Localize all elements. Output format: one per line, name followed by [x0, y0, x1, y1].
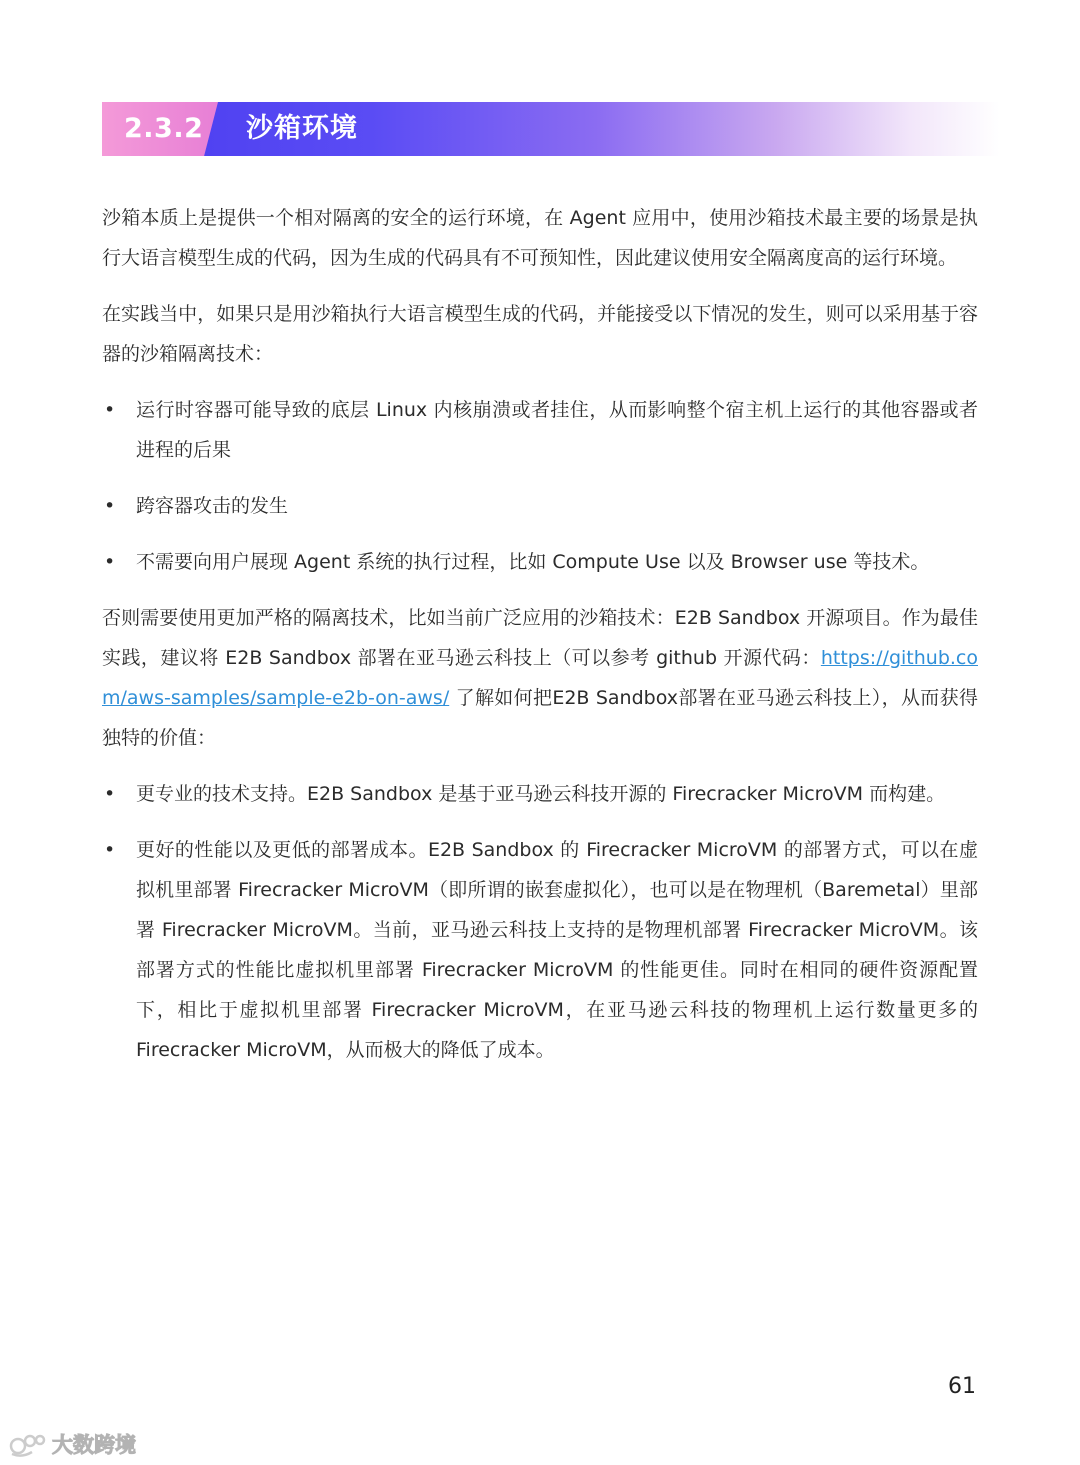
list-item: [102, 542, 978, 582]
paragraph-container-sandbox: 在实践当中，如果只是用沙箱执行大语言模型生成的代码，并能接受以下情况的发生，则可以采用基于容器的沙箱隔离技术：: [102, 303, 978, 365]
list-item: [102, 390, 978, 470]
list-item-text: 运行时容器可能导致的底层 Linux 内核崩溃或者挂住，从而影响整个宿主机上运行的其他容器或者进程的后果: [136, 399, 978, 461]
bullet-icon: •: [104, 495, 116, 517]
list-item-text: 跨容器攻击的发生: [136, 495, 289, 517]
bullet-list-benefits: [102, 774, 978, 1070]
paragraph-e2b-recommendation: [102, 598, 978, 758]
page-number: 61: [948, 1374, 976, 1399]
section-header: [102, 102, 1000, 156]
section-title: 沙箱环境: [246, 113, 358, 144]
document-body: [102, 198, 978, 1086]
paragraph-text-after-link: 了解如何把E2B Sandbox部署在亚马逊云科技上），从而获得独特的价值：: [102, 687, 978, 749]
bullet-icon: •: [104, 783, 116, 805]
bullet-icon: •: [104, 551, 116, 573]
list-item-text: 更好的性能以及更低的部署成本。E2B Sandbox 的 Firecracker MicroVM 的部署方式，可以在虚拟机里部署 Firecracker MicroVM（即所谓的嵌套虚拟化），也可以是在物理机（Baremetal）里部署 Firecracker MicroVM。当前，亚马逊云科技上支持的是物理机部署 Firecracker MicroVM。该部署方式的性能比虚拟机里部署 Firecracker MicroVM 的性能更佳。同时在相同的硬件资源配置下，相比于虚拟机里部署 Firecracker MicroVM，在亚马逊云科技的物理机上运行数量更多的 Firecracker MicroVM，从而极大的降低了成本。: [136, 839, 978, 1061]
list-item: [102, 486, 978, 526]
bullet-icon: •: [104, 839, 116, 861]
watermark: [8, 1428, 136, 1460]
list-item-text: 不需要向用户展现 Agent 系统的执行过程，比如 Compute Use 以及 Browser use 等技术。: [136, 551, 930, 573]
paragraph-intro: 沙箱本质上是提供一个相对隔离的安全的运行环境，在 Agent 应用中，使用沙箱技术最主要的场景是执行大语言模型生成的代码，因为生成的代码具有不可预知性，因此建议使用安全隔离度高的运行环境。: [102, 207, 978, 269]
bullet-icon: •: [104, 399, 116, 421]
watermark-text: 大数跨境: [52, 1433, 136, 1457]
section-number: 2.3.2: [124, 113, 204, 144]
list-item: [102, 774, 978, 814]
github-link[interactable]: https://github.com/aws-samples/sample-e2b-on-aws/: [102, 647, 978, 709]
list-item-text: 更专业的技术支持。E2B Sandbox 是基于亚马逊云科技开源的 Firecracker MicroVM 而构建。: [136, 783, 946, 805]
list-item: [102, 830, 978, 1070]
bullet-list-conditions: [102, 390, 978, 582]
watermark-logo-icon: [8, 1430, 48, 1458]
paragraph-text-before-link: 否则需要使用更加严格的隔离技术，比如当前广泛应用的沙箱技术：E2B Sandbox 开源项目。作为最佳实践，建议将 E2B Sandbox 部署在亚马逊云科技上（可以参考 github 开源代码：: [102, 607, 978, 669]
